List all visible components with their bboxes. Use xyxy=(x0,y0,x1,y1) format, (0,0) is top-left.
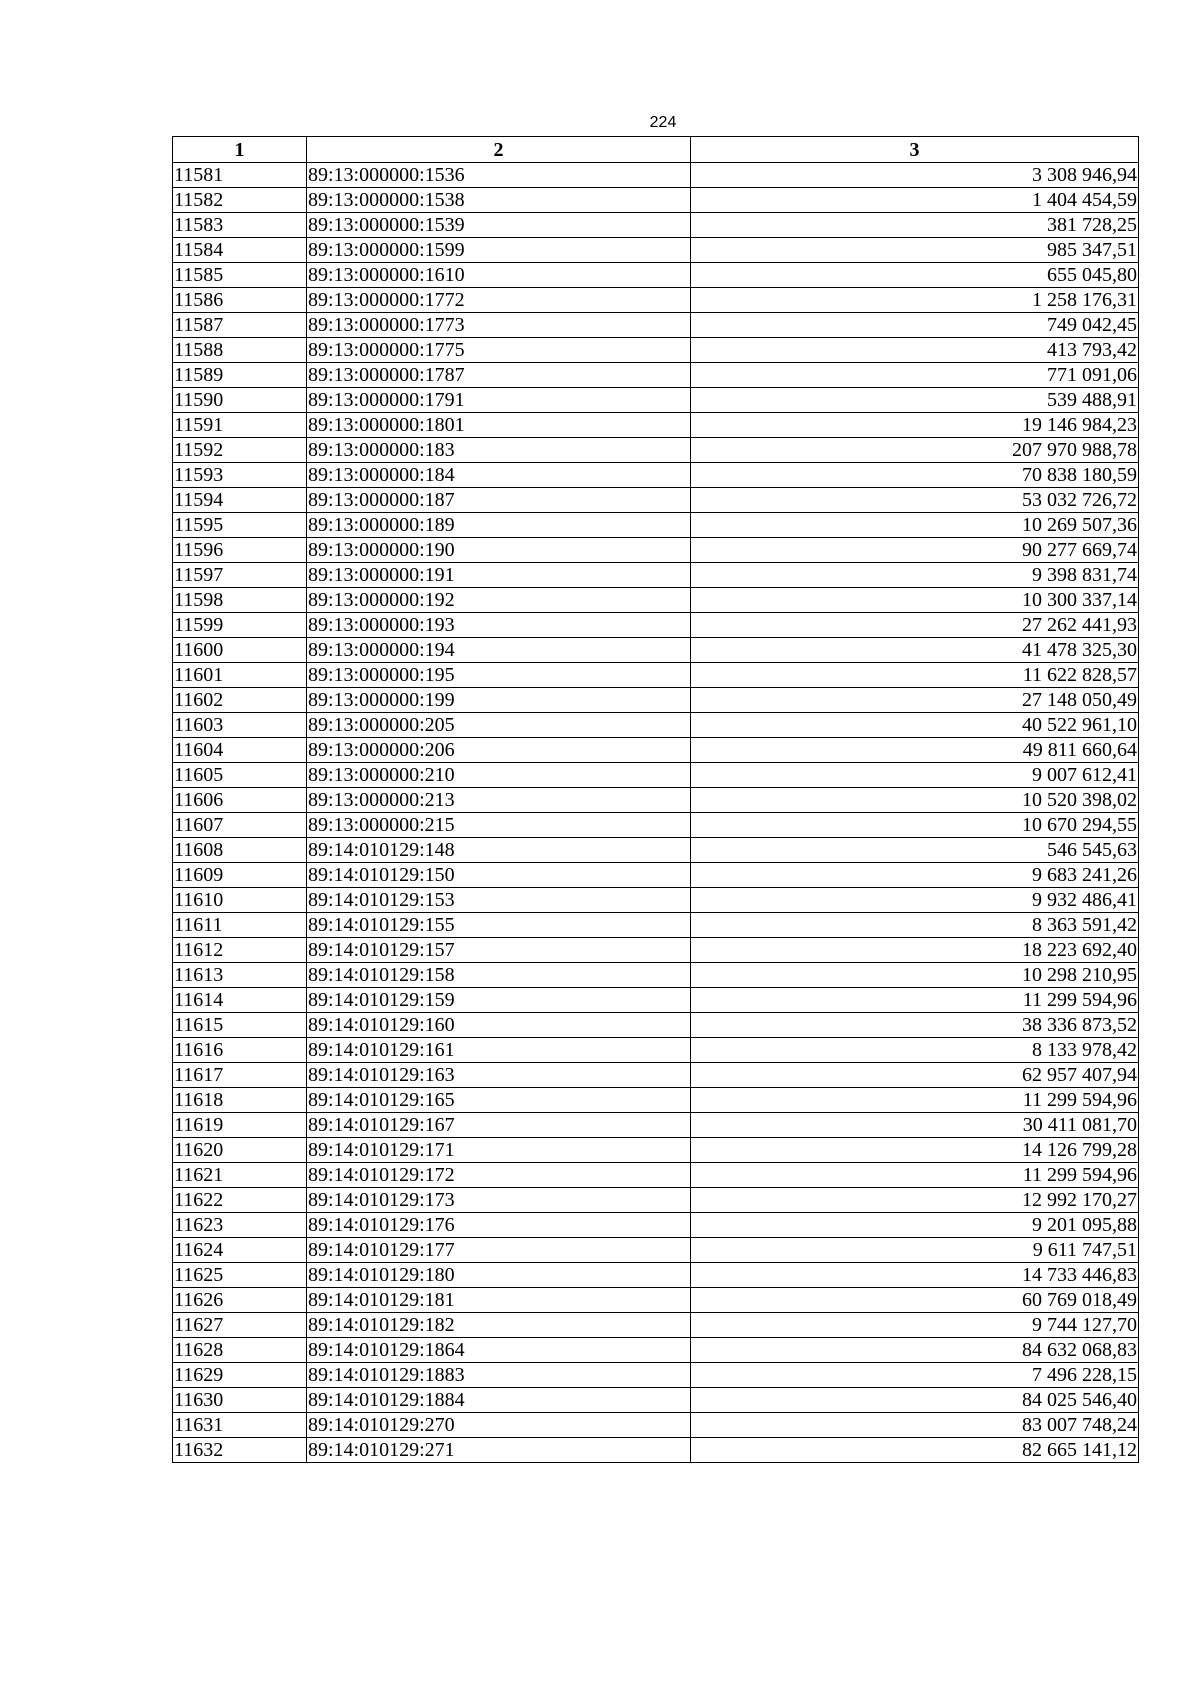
cadastral-number-cell: 89:13:000000:183 xyxy=(307,438,691,463)
row-number-cell: 11589 xyxy=(173,363,307,388)
value-cell: 84 632 068,83 xyxy=(691,1338,1139,1363)
cadastral-number-cell: 89:13:000000:1538 xyxy=(307,188,691,213)
row-number-cell: 11582 xyxy=(173,188,307,213)
table-row xyxy=(173,913,1139,938)
table-row xyxy=(173,488,1139,513)
table-row xyxy=(173,1363,1139,1388)
cadastral-number-cell: 89:14:010129:159 xyxy=(307,988,691,1013)
cadastral-number-cell: 89:14:010129:177 xyxy=(307,1238,691,1263)
table-row xyxy=(173,1013,1139,1038)
row-number-cell: 11625 xyxy=(173,1263,307,1288)
value-cell: 60 769 018,49 xyxy=(691,1288,1139,1313)
table-header xyxy=(173,137,1139,163)
cadastral-number-cell: 89:14:010129:163 xyxy=(307,1063,691,1088)
cadastral-number-cell: 89:13:000000:1791 xyxy=(307,388,691,413)
row-number-cell: 11594 xyxy=(173,488,307,513)
value-cell: 83 007 748,24 xyxy=(691,1413,1139,1438)
row-number-cell: 11604 xyxy=(173,738,307,763)
table-row xyxy=(173,1388,1139,1413)
value-cell: 40 522 961,10 xyxy=(691,713,1139,738)
row-number-cell: 11608 xyxy=(173,838,307,863)
table-row xyxy=(173,388,1139,413)
value-cell: 49 811 660,64 xyxy=(691,738,1139,763)
row-number-cell: 11593 xyxy=(173,463,307,488)
cadastral-number-cell: 89:13:000000:187 xyxy=(307,488,691,513)
row-number-cell: 11629 xyxy=(173,1363,307,1388)
value-cell: 12 992 170,27 xyxy=(691,1188,1139,1213)
row-number-cell: 11630 xyxy=(173,1388,307,1413)
table-row xyxy=(173,163,1139,188)
row-number-cell: 11601 xyxy=(173,663,307,688)
row-number-cell: 11623 xyxy=(173,1213,307,1238)
value-cell: 62 957 407,94 xyxy=(691,1063,1139,1088)
row-number-cell: 11624 xyxy=(173,1238,307,1263)
cadastral-number-cell: 89:14:010129:155 xyxy=(307,913,691,938)
table-row xyxy=(173,1113,1139,1138)
table-row xyxy=(173,238,1139,263)
value-cell: 413 793,42 xyxy=(691,338,1139,363)
table-row xyxy=(173,613,1139,638)
table-row xyxy=(173,663,1139,688)
row-number-cell: 11610 xyxy=(173,888,307,913)
row-number-cell: 11603 xyxy=(173,713,307,738)
value-cell: 14 733 446,83 xyxy=(691,1263,1139,1288)
cadastral-number-cell: 89:14:010129:271 xyxy=(307,1438,691,1463)
cadastral-number-cell: 89:14:010129:176 xyxy=(307,1213,691,1238)
row-number-cell: 11584 xyxy=(173,238,307,263)
cadastral-number-cell: 89:14:010129:150 xyxy=(307,863,691,888)
value-cell: 10 298 210,95 xyxy=(691,963,1139,988)
table-row xyxy=(173,1413,1139,1438)
table-body xyxy=(173,163,1139,1463)
row-number-cell: 11614 xyxy=(173,988,307,1013)
row-number-cell: 11622 xyxy=(173,1188,307,1213)
value-cell: 207 970 988,78 xyxy=(691,438,1139,463)
row-number-cell: 11619 xyxy=(173,1113,307,1138)
column-header-1: 1 xyxy=(173,137,307,163)
table-row xyxy=(173,463,1139,488)
row-number-cell: 11583 xyxy=(173,213,307,238)
value-cell: 7 496 228,15 xyxy=(691,1363,1139,1388)
cadastral-number-cell: 89:14:010129:153 xyxy=(307,888,691,913)
cadastral-number-cell: 89:14:010129:1864 xyxy=(307,1338,691,1363)
value-cell: 9 398 831,74 xyxy=(691,563,1139,588)
value-cell: 18 223 692,40 xyxy=(691,938,1139,963)
cadastral-number-cell: 89:13:000000:1599 xyxy=(307,238,691,263)
row-number-cell: 11607 xyxy=(173,813,307,838)
cadastral-number-cell: 89:14:010129:172 xyxy=(307,1163,691,1188)
cadastral-number-cell: 89:13:000000:1801 xyxy=(307,413,691,438)
row-number-cell: 11620 xyxy=(173,1138,307,1163)
row-number-cell: 11587 xyxy=(173,313,307,338)
table-row xyxy=(173,1288,1139,1313)
row-number-cell: 11586 xyxy=(173,288,307,313)
row-number-cell: 11611 xyxy=(173,913,307,938)
cadastral-number-cell: 89:14:010129:1884 xyxy=(307,1388,691,1413)
row-number-cell: 11581 xyxy=(173,163,307,188)
cadastral-number-cell: 89:13:000000:1775 xyxy=(307,338,691,363)
value-cell: 38 336 873,52 xyxy=(691,1013,1139,1038)
cadastral-number-cell: 89:14:010129:160 xyxy=(307,1013,691,1038)
row-number-cell: 11609 xyxy=(173,863,307,888)
table-row xyxy=(173,563,1139,588)
table-row xyxy=(173,1263,1139,1288)
table-row xyxy=(173,888,1139,913)
row-number-cell: 11600 xyxy=(173,638,307,663)
value-cell: 19 146 984,23 xyxy=(691,413,1139,438)
table-row xyxy=(173,688,1139,713)
register-table xyxy=(172,136,1139,1463)
value-cell: 27 262 441,93 xyxy=(691,613,1139,638)
value-cell: 10 670 294,55 xyxy=(691,813,1139,838)
value-cell: 9 007 612,41 xyxy=(691,763,1139,788)
row-number-cell: 11632 xyxy=(173,1438,307,1463)
value-cell: 90 277 669,74 xyxy=(691,538,1139,563)
row-number-cell: 11606 xyxy=(173,788,307,813)
value-cell: 10 269 507,36 xyxy=(691,513,1139,538)
table-row xyxy=(173,263,1139,288)
value-cell: 1 404 454,59 xyxy=(691,188,1139,213)
table-row xyxy=(173,188,1139,213)
cadastral-number-cell: 89:14:010129:161 xyxy=(307,1038,691,1063)
table-row xyxy=(173,788,1139,813)
value-cell: 27 148 050,49 xyxy=(691,688,1139,713)
row-number-cell: 11591 xyxy=(173,413,307,438)
row-number-cell: 11592 xyxy=(173,438,307,463)
table-row xyxy=(173,988,1139,1013)
table-row xyxy=(173,638,1139,663)
row-number-cell: 11598 xyxy=(173,588,307,613)
cadastral-number-cell: 89:14:010129:165 xyxy=(307,1088,691,1113)
cadastral-number-cell: 89:14:010129:167 xyxy=(307,1113,691,1138)
table-row xyxy=(173,1238,1139,1263)
row-number-cell: 11621 xyxy=(173,1163,307,1188)
table-row xyxy=(173,713,1139,738)
table-row xyxy=(173,588,1139,613)
row-number-cell: 11616 xyxy=(173,1038,307,1063)
cadastral-number-cell: 89:13:000000:1536 xyxy=(307,163,691,188)
cadastral-number-cell: 89:13:000000:205 xyxy=(307,713,691,738)
table-row xyxy=(173,413,1139,438)
table-row xyxy=(173,538,1139,563)
row-number-cell: 11590 xyxy=(173,388,307,413)
row-number-cell: 11605 xyxy=(173,763,307,788)
value-cell: 70 838 180,59 xyxy=(691,463,1139,488)
cadastral-number-cell: 89:13:000000:1773 xyxy=(307,313,691,338)
value-cell: 53 032 726,72 xyxy=(691,488,1139,513)
cadastral-number-cell: 89:13:000000:215 xyxy=(307,813,691,838)
cadastral-number-cell: 89:14:010129:173 xyxy=(307,1188,691,1213)
row-number-cell: 11615 xyxy=(173,1013,307,1038)
cadastral-number-cell: 89:14:010129:171 xyxy=(307,1138,691,1163)
value-cell: 539 488,91 xyxy=(691,388,1139,413)
cadastral-number-cell: 89:13:000000:199 xyxy=(307,688,691,713)
value-cell: 10 300 337,14 xyxy=(691,588,1139,613)
cadastral-number-cell: 89:14:010129:158 xyxy=(307,963,691,988)
table-row xyxy=(173,1063,1139,1088)
row-number-cell: 11631 xyxy=(173,1413,307,1438)
row-number-cell: 11627 xyxy=(173,1313,307,1338)
table-row xyxy=(173,1338,1139,1363)
table-row xyxy=(173,1163,1139,1188)
cadastral-number-cell: 89:13:000000:193 xyxy=(307,613,691,638)
row-number-cell: 11612 xyxy=(173,938,307,963)
table-row xyxy=(173,1138,1139,1163)
value-cell: 771 091,06 xyxy=(691,363,1139,388)
cadastral-number-cell: 89:14:010129:148 xyxy=(307,838,691,863)
value-cell: 14 126 799,28 xyxy=(691,1138,1139,1163)
row-number-cell: 11618 xyxy=(173,1088,307,1113)
cadastral-number-cell: 89:14:010129:270 xyxy=(307,1413,691,1438)
header-row xyxy=(173,137,1139,163)
value-cell: 546 545,63 xyxy=(691,838,1139,863)
table-row xyxy=(173,963,1139,988)
value-cell: 11 299 594,96 xyxy=(691,1088,1139,1113)
page-number: 224 xyxy=(649,114,677,131)
value-cell: 8 363 591,42 xyxy=(691,913,1139,938)
value-cell: 84 025 546,40 xyxy=(691,1388,1139,1413)
value-cell: 9 744 127,70 xyxy=(691,1313,1139,1338)
cadastral-number-cell: 89:13:000000:1539 xyxy=(307,213,691,238)
table-row xyxy=(173,438,1139,463)
row-number-cell: 11628 xyxy=(173,1338,307,1363)
value-cell: 11 299 594,96 xyxy=(691,1163,1139,1188)
value-cell: 9 683 241,26 xyxy=(691,863,1139,888)
cadastral-number-cell: 89:13:000000:1787 xyxy=(307,363,691,388)
value-cell: 8 133 978,42 xyxy=(691,1038,1139,1063)
value-cell: 9 611 747,51 xyxy=(691,1238,1139,1263)
cadastral-number-cell: 89:13:000000:194 xyxy=(307,638,691,663)
table-row xyxy=(173,863,1139,888)
table-row xyxy=(173,213,1139,238)
cadastral-number-cell: 89:13:000000:189 xyxy=(307,513,691,538)
cadastral-number-cell: 89:14:010129:157 xyxy=(307,938,691,963)
table-row xyxy=(173,1313,1139,1338)
value-cell: 11 622 828,57 xyxy=(691,663,1139,688)
value-cell: 1 258 176,31 xyxy=(691,288,1139,313)
row-number-cell: 11595 xyxy=(173,513,307,538)
table-row xyxy=(173,1038,1139,1063)
column-header-3: 3 xyxy=(691,137,1139,163)
row-number-cell: 11596 xyxy=(173,538,307,563)
value-cell: 82 665 141,12 xyxy=(691,1438,1139,1463)
cadastral-number-cell: 89:13:000000:191 xyxy=(307,563,691,588)
cadastral-number-cell: 89:14:010129:182 xyxy=(307,1313,691,1338)
cadastral-number-cell: 89:14:010129:1883 xyxy=(307,1363,691,1388)
row-number-cell: 11599 xyxy=(173,613,307,638)
cadastral-number-cell: 89:13:000000:195 xyxy=(307,663,691,688)
row-number-cell: 11617 xyxy=(173,1063,307,1088)
table-row xyxy=(173,338,1139,363)
row-number-cell: 11597 xyxy=(173,563,307,588)
value-cell: 11 299 594,96 xyxy=(691,988,1139,1013)
cadastral-number-cell: 89:13:000000:210 xyxy=(307,763,691,788)
row-number-cell: 11585 xyxy=(173,263,307,288)
table-row xyxy=(173,513,1139,538)
value-cell: 985 347,51 xyxy=(691,238,1139,263)
row-number-cell: 11588 xyxy=(173,338,307,363)
table-row xyxy=(173,1188,1139,1213)
value-cell: 381 728,25 xyxy=(691,213,1139,238)
table-row xyxy=(173,813,1139,838)
value-cell: 10 520 398,02 xyxy=(691,788,1139,813)
table-row xyxy=(173,363,1139,388)
row-number-cell: 11602 xyxy=(173,688,307,713)
table-row xyxy=(173,738,1139,763)
value-cell: 9 932 486,41 xyxy=(691,888,1139,913)
cadastral-number-cell: 89:13:000000:1772 xyxy=(307,288,691,313)
cadastral-number-cell: 89:13:000000:190 xyxy=(307,538,691,563)
table-row xyxy=(173,838,1139,863)
value-cell: 9 201 095,88 xyxy=(691,1213,1139,1238)
table-row xyxy=(173,1438,1139,1463)
table-row xyxy=(173,1213,1139,1238)
row-number-cell: 11613 xyxy=(173,963,307,988)
table-row xyxy=(173,938,1139,963)
column-header-2: 2 xyxy=(307,137,691,163)
value-cell: 41 478 325,30 xyxy=(691,638,1139,663)
cadastral-number-cell: 89:13:000000:1610 xyxy=(307,263,691,288)
value-cell: 3 308 946,94 xyxy=(691,163,1139,188)
value-cell: 749 042,45 xyxy=(691,313,1139,338)
value-cell: 655 045,80 xyxy=(691,263,1139,288)
table-row xyxy=(173,313,1139,338)
cadastral-number-cell: 89:13:000000:192 xyxy=(307,588,691,613)
table-row xyxy=(173,1088,1139,1113)
value-cell: 30 411 081,70 xyxy=(691,1113,1139,1138)
cadastral-number-cell: 89:14:010129:181 xyxy=(307,1288,691,1313)
table-row xyxy=(173,288,1139,313)
cadastral-number-cell: 89:14:010129:180 xyxy=(307,1263,691,1288)
table-row xyxy=(173,763,1139,788)
cadastral-number-cell: 89:13:000000:206 xyxy=(307,738,691,763)
cadastral-number-cell: 89:13:000000:213 xyxy=(307,788,691,813)
cadastral-number-cell: 89:13:000000:184 xyxy=(307,463,691,488)
row-number-cell: 11626 xyxy=(173,1288,307,1313)
